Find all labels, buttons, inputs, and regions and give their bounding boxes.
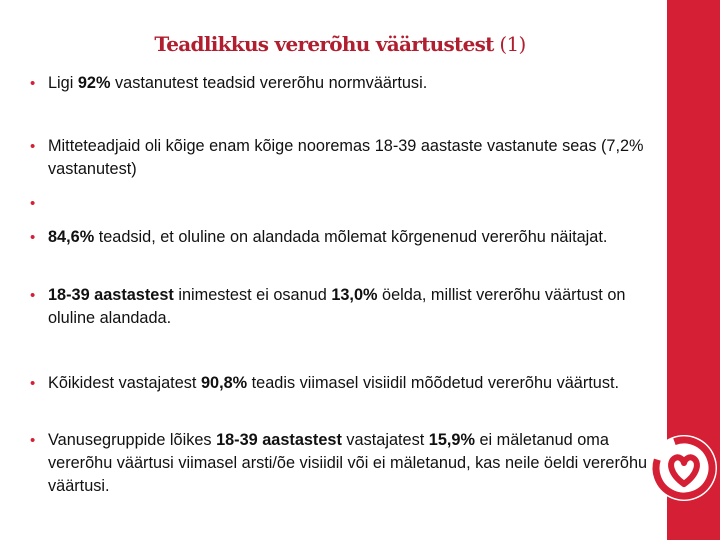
bullet-item [30, 372, 660, 395]
bullet-item [30, 429, 660, 498]
bullet-text: Mitteteadjaid oli kõige enam kõige nooremas 18-39 aastaste vastanute seas (7,2% vastanutest) [48, 137, 644, 178]
bullet-text: Vanusegruppide lõikes 18-39 aastastest vastajatest 15,9% ei mäletanud oma vererõhu väärtusi viimasel arsti/õe visiidil või ei mäletanud, kas neile öeldi vererõhu väärtusi. [48, 431, 648, 495]
bullet-dot: • [30, 75, 36, 92]
bullet-dot: • [30, 138, 36, 155]
bullet-text: Ligi 92% vastanutest teadsid vererõhu normväärtusi. [48, 74, 428, 92]
heart-logo-icon [648, 432, 720, 504]
title-main: Teadlikkus vererõhu väärtustest [154, 32, 494, 56]
bullet-dot: • [30, 375, 36, 392]
bullet-text: Kõikidest vastajatest 90,8% teadis viimasel visiidil mõõdetud vererõhu väärtust. [48, 374, 620, 392]
bullet-item [30, 284, 660, 330]
bullet-dot: • [30, 432, 36, 449]
bullet-item [30, 72, 660, 95]
bullet-item [30, 226, 660, 249]
bullet-dot: • [30, 287, 36, 304]
bullet-text: 84,6% teadsid, et oluline on alandada mõlemat kõrgenenud vererõhu näitajat. [48, 228, 608, 246]
title-suffix: (1) [499, 32, 526, 56]
bullet-dot: • [30, 229, 36, 246]
bullet-item [30, 135, 660, 181]
bullet-text: 18-39 aastastest inimestest ei osanud 13,0% öelda, millist vererõhu väärtust on oluline alandada. [48, 286, 626, 327]
bullet-dot: • [30, 195, 36, 212]
